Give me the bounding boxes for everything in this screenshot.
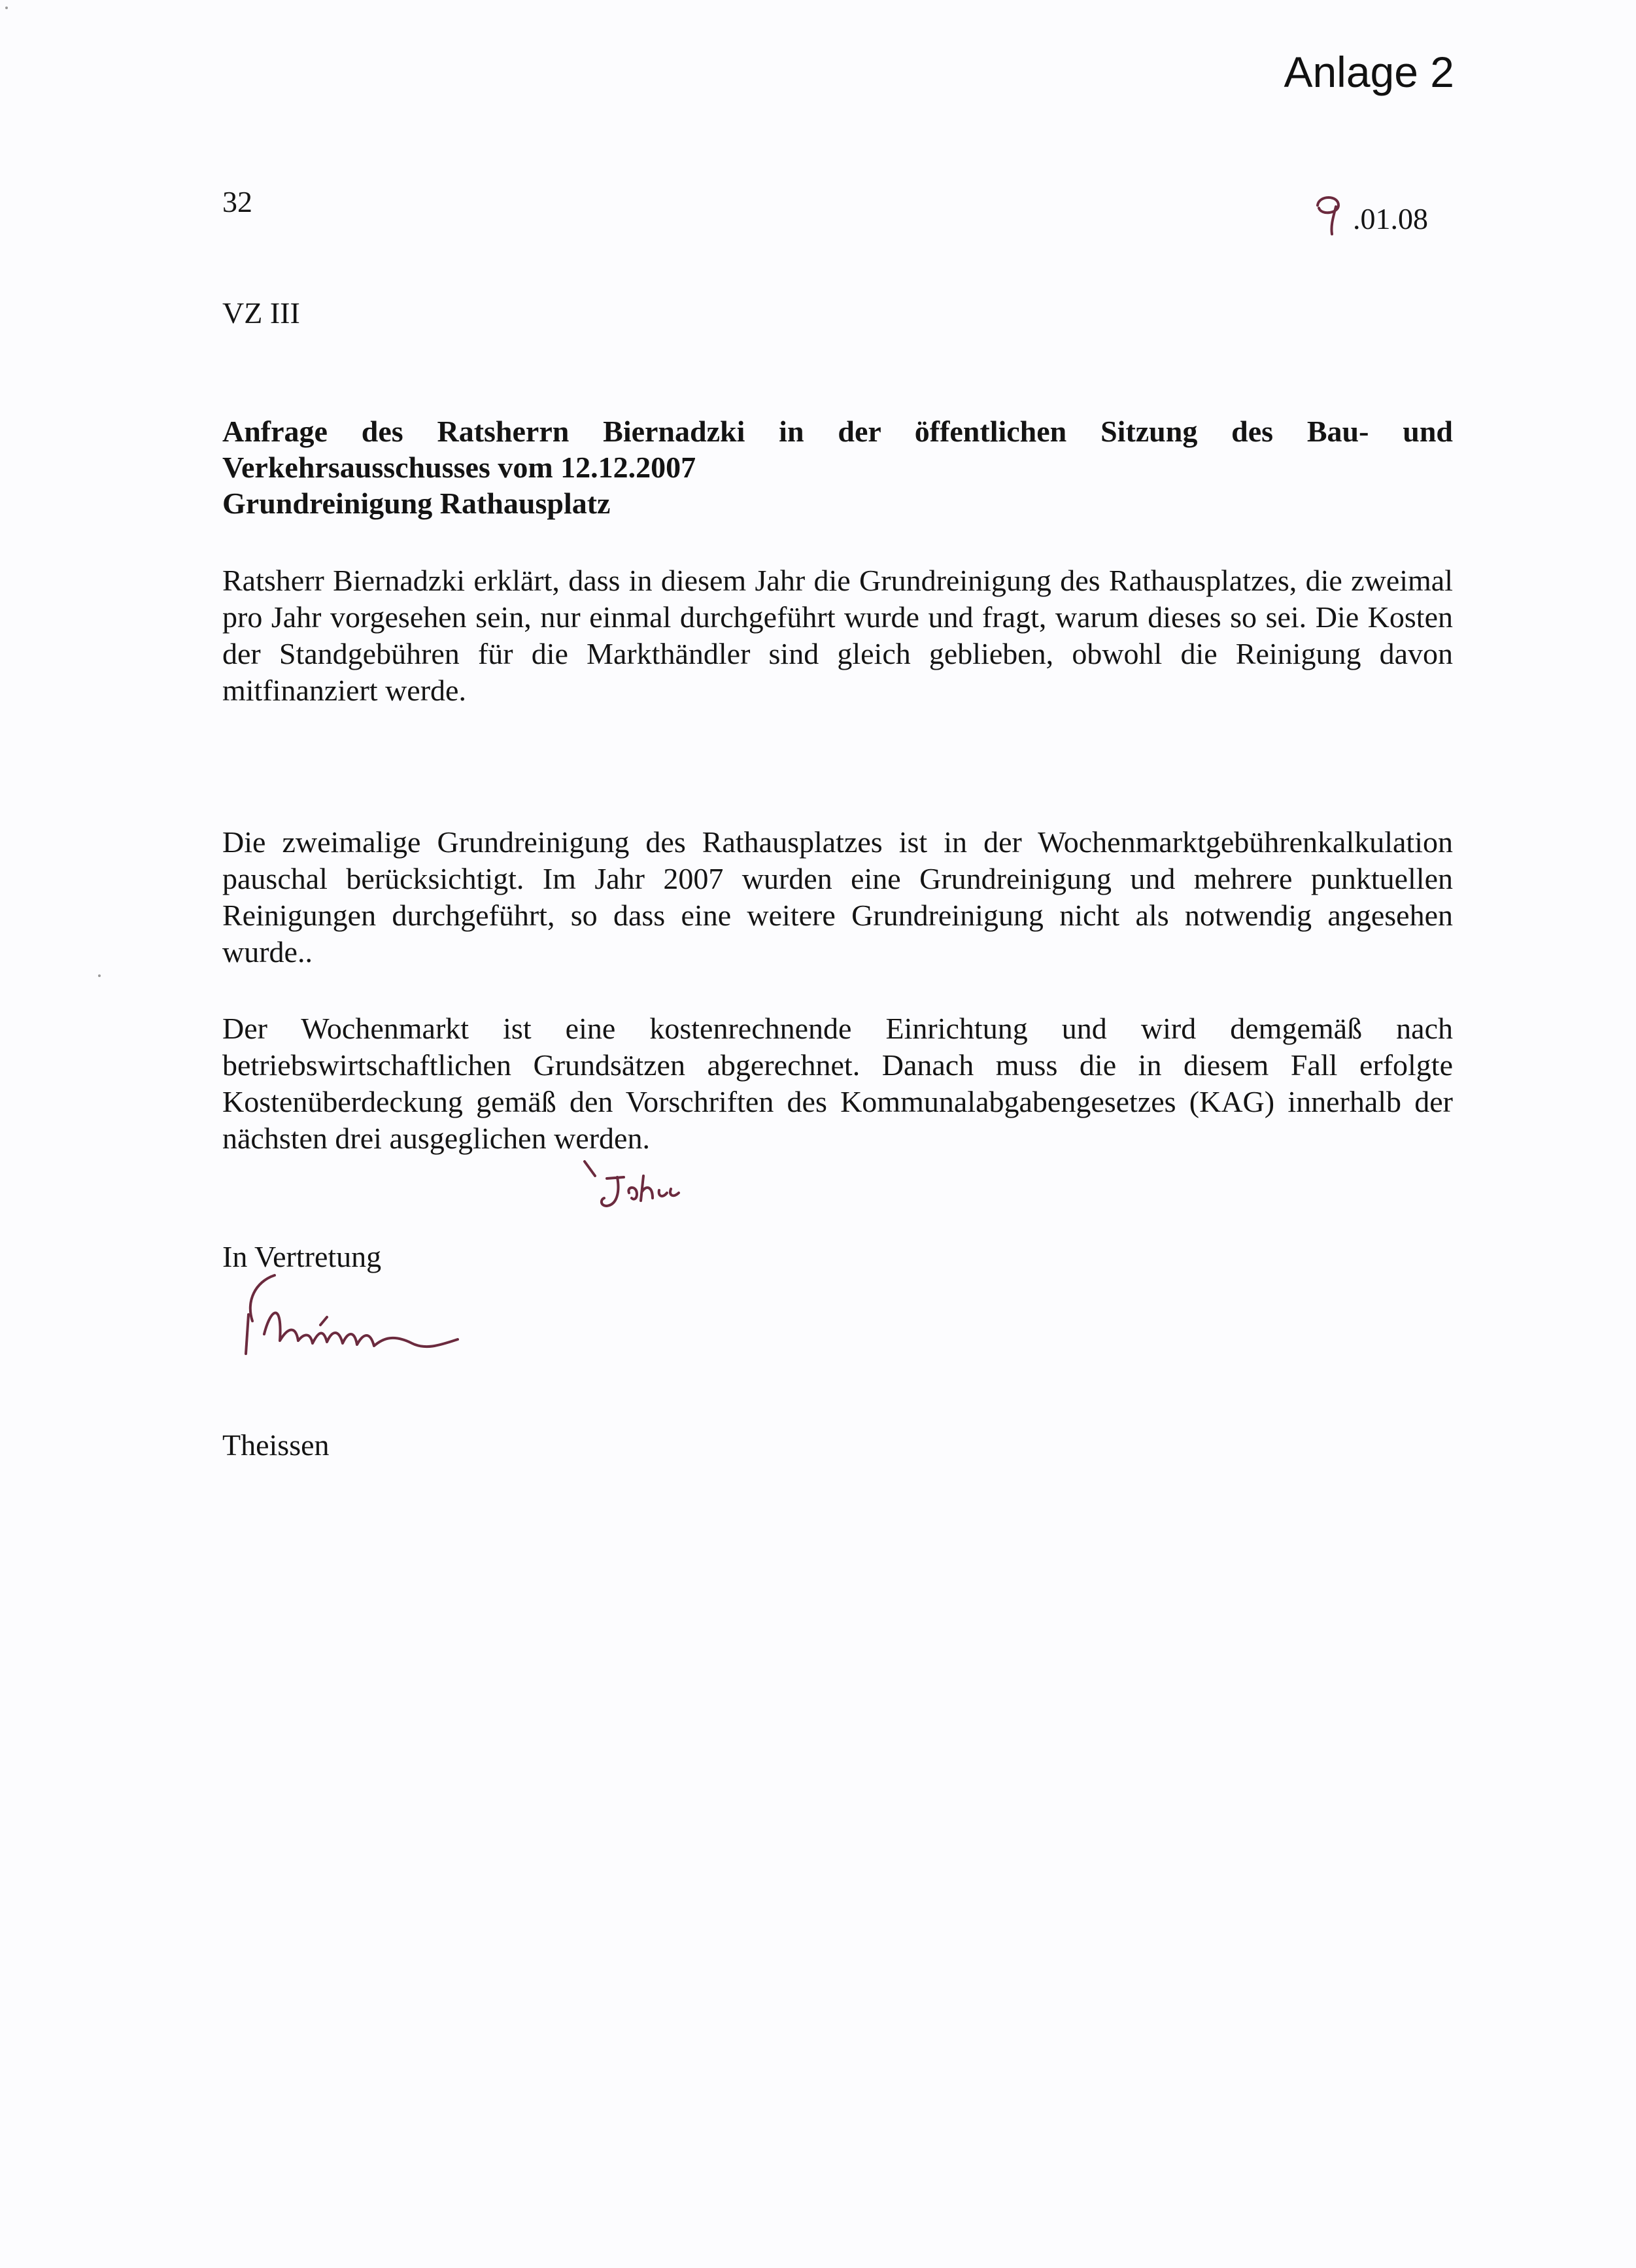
document-heading	[222, 413, 1453, 521]
handwritten-insert-jahre	[581, 1159, 724, 1224]
heading-subject: Grundreinigung Rathausplatz	[222, 487, 611, 520]
closing-phrase: In Vertretung	[222, 1240, 382, 1273]
handwritten-day-mark	[1312, 191, 1345, 237]
reference-number: 32	[222, 185, 252, 218]
paragraph-cost-accounting: Der Wochenmarkt ist eine kostenrechnende Einrichtung und wird demgemäß nach betriebswirtschaftlichen Grundsätzen abgerechnet. Danach muss die in diesem Fall erfolgte Kostenüberdeckung gemäß den Vorschriften des Kommunalabgabengesetzes (KAG) innerhalb der nächsten drei ausgeglichen werden.	[222, 1012, 1453, 1155]
paragraph-inquiry: Ratsherr Biernadzki erklärt, dass in diesem Jahr die Grundreinigung des Rathausplatzes, die zweimal pro Jahr vorgesehen sein, nur einmal durchgeführt wurde und fragt, warum dieses so sei. Die Kosten der Standgebühren für die Markthändler sind gleich geblieben, obwohl die Reinigung davon mitfinanziert werde.	[222, 564, 1453, 707]
paragraph-answer: Die zweimalige Grundreinigung des Rathausplatzes ist in der Wochenmarktgebührenkalkulation pauschal berücksichtigt. Im Jahr 2007 wurden eine Grundreinigung und mehrere punktuellen Reinigungen durchgeführt, so dass eine weitere Grundreinigung nicht als notwendig angesehen wurde..	[222, 825, 1453, 969]
attachment-label: Anlage 2	[1284, 48, 1454, 96]
document-date	[1312, 183, 1428, 236]
handwritten-signature	[222, 1262, 588, 1413]
scan-speck	[5, 7, 8, 9]
signer-name: Theissen	[222, 1428, 330, 1462]
department-code: VZ III	[222, 296, 300, 330]
heading-inquiry: Anfrage des Ratsherrn Biernadzki in der öffentlichen Sitzung des Bau- und Verkehrsausschusses vom 12.12.2007	[222, 415, 1453, 484]
date-text: .01.08	[1353, 202, 1428, 235]
scan-speck	[98, 974, 101, 977]
